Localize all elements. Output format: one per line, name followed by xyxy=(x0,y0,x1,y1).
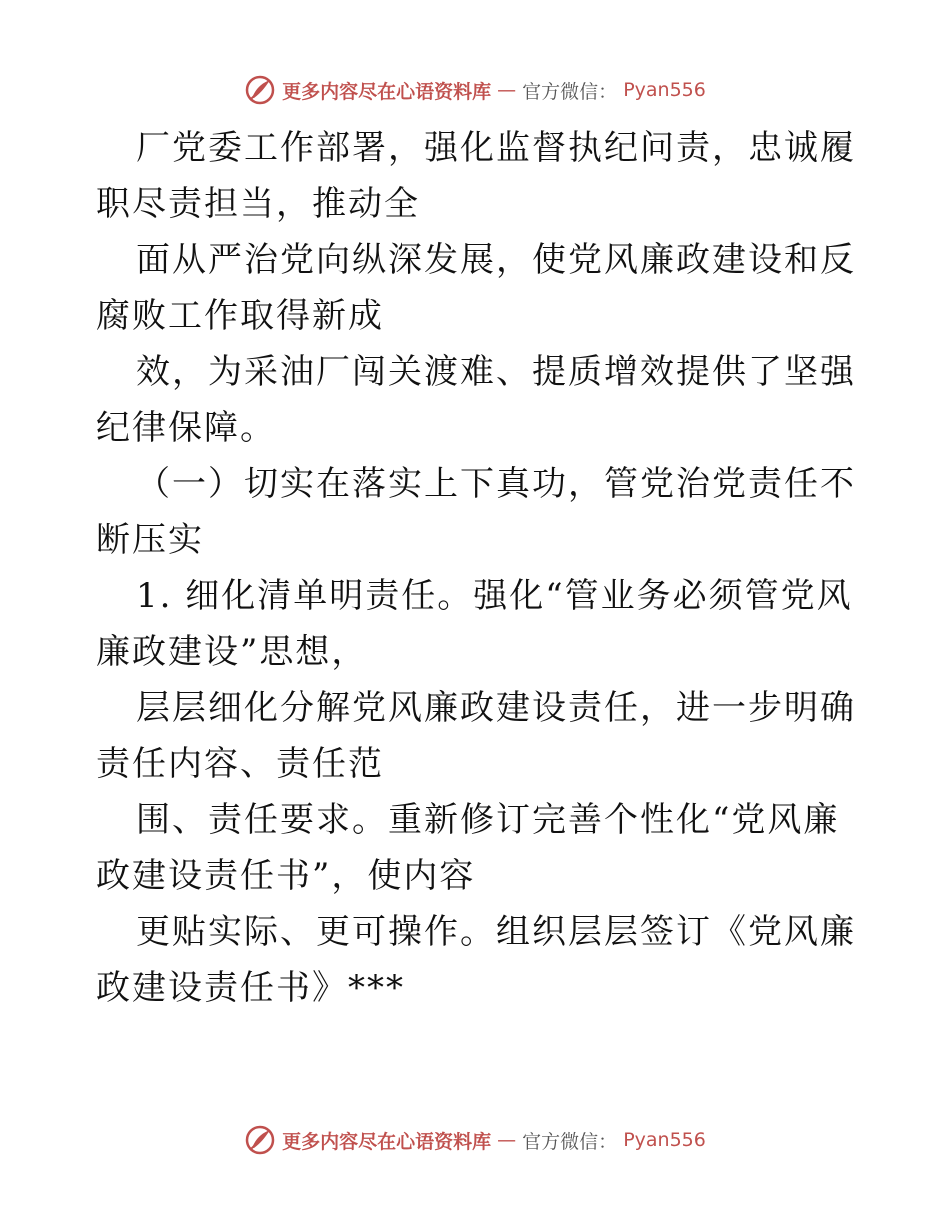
banner-wechat-label: 官方微信： xyxy=(522,1130,618,1153)
banner-brand-text: 更多内容尽在心语资料库 xyxy=(282,1130,492,1153)
paragraph: 1. 细化清单明责任。强化“管业务必须管党风廉政建设”思想， xyxy=(96,576,853,672)
paragraph: 更贴实际、更可操作。组织层层签订《党风廉政建设责任书》*** xyxy=(96,912,856,1008)
paragraph: 效，为采油厂闯关渡难、提质增效提供了坚强纪律保障。 xyxy=(96,352,856,448)
banner-brand-text: 更多内容尽在心语资料库 xyxy=(282,80,492,103)
banner-wechat-id: Pyan556 xyxy=(623,79,706,101)
document-body xyxy=(96,120,856,1016)
header-banner xyxy=(0,70,950,110)
banner-dash: — xyxy=(497,1129,517,1151)
banner-wechat-id: Pyan556 xyxy=(623,1129,706,1151)
banner-dash: — xyxy=(497,79,517,101)
banner-wechat-label: 官方微信： xyxy=(522,80,618,103)
paragraph: 层层细化分解党风廉政建设责任，进一步明确责任内容、责任范 xyxy=(96,688,856,784)
feather-pen-logo-icon xyxy=(244,74,276,106)
paragraph: 围、责任要求。重新修订完善个性化“党风廉政建设责任书”，使内容 xyxy=(96,800,840,896)
section-heading: （一）切实在落实上下真功，管党治党责任不断压实 xyxy=(96,464,856,560)
paragraph: 面从严治党向纵深发展，使党风廉政建设和反腐败工作取得新成 xyxy=(96,240,856,336)
paragraph: 厂党委工作部署，强化监督执纪问责，忠诚履职尽责担当，推动全 xyxy=(96,128,856,224)
footer-banner xyxy=(0,1120,950,1160)
feather-pen-logo-icon xyxy=(244,1124,276,1156)
